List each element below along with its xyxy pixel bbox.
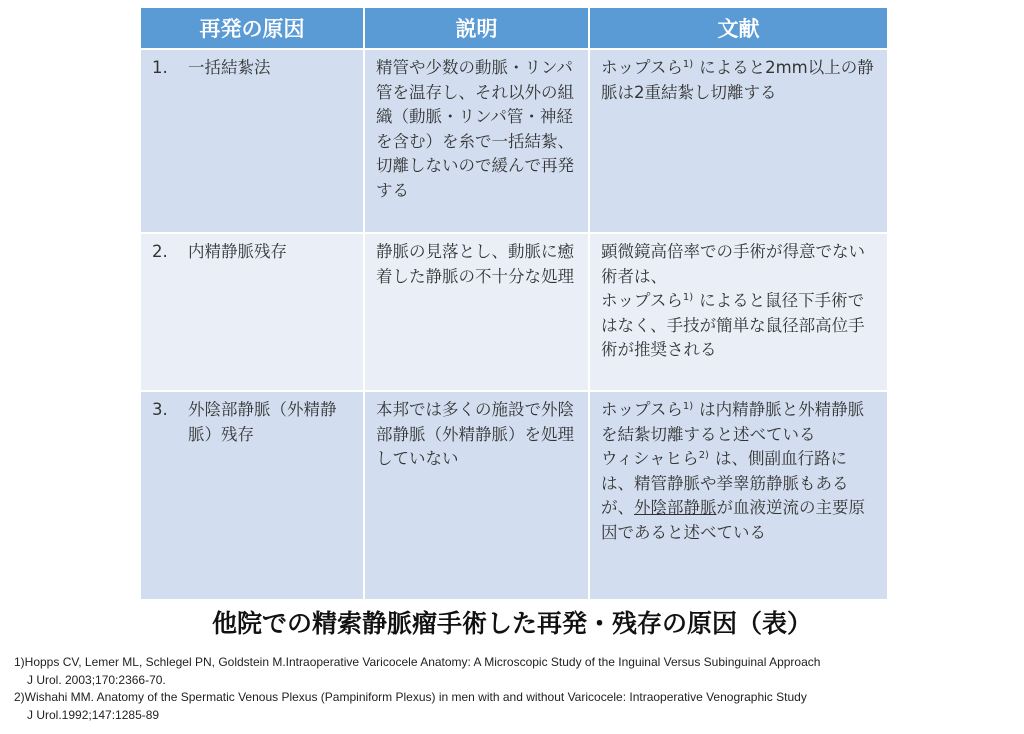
cause-text: 一括結紮法 bbox=[188, 58, 271, 77]
header-cause: 再発の原因 bbox=[141, 8, 364, 49]
row-number: 1. bbox=[152, 58, 168, 77]
literature-text: によると鼠径下手術ではなく、手技が簡単な鼠径部高位手術が推奨される bbox=[601, 291, 865, 359]
reference-item bbox=[14, 689, 1014, 724]
literature-text: が血液逆流の主要原因であると述べている bbox=[601, 498, 865, 542]
author-name: ホップスら bbox=[601, 58, 683, 77]
ref-marker: 2) bbox=[698, 450, 709, 461]
literature-text: は、側副血行路には、精管静脈や挙睾筋静脈もあるが、 bbox=[601, 449, 849, 517]
row-number: 2. bbox=[152, 242, 168, 261]
recurrence-causes-table bbox=[141, 8, 887, 599]
reference-line: 2)Wishahi MM. Anatomy of the Spermatic Venous Plexus (Pampiniform Plexus) in men with and without Varicocele: Intraoperative Venographic Study bbox=[14, 690, 807, 704]
references bbox=[14, 654, 1014, 724]
reference-journal: J Urol. 2003;170:2366-70. bbox=[27, 672, 166, 687]
reference-item bbox=[14, 654, 1014, 689]
underlined-term: 外陰部静脈 bbox=[634, 498, 717, 517]
ref-marker: 1) bbox=[682, 401, 694, 412]
author-name: ウィシャヒら bbox=[601, 449, 699, 468]
cause-cell bbox=[141, 49, 364, 233]
header-literature: 文献 bbox=[589, 8, 887, 49]
literature-text: によると2mm以上の静脈は2重結紮し切離する bbox=[601, 58, 874, 102]
cause-cell bbox=[141, 391, 364, 599]
cause-text: 内精静脈残存 bbox=[188, 242, 287, 261]
ref-marker: 1) bbox=[682, 292, 694, 303]
literature-cell bbox=[589, 49, 887, 233]
table-caption: 他院での精索静脈瘤手術した再発・残存の原因（表） bbox=[211, 609, 812, 638]
ref-marker: 1) bbox=[682, 59, 694, 70]
explanation-cell: 精管や少数の動脈・リンパ管を温存し、それ以外の組織（動脈・リンパ管・神経を含む）を糸で一括結紮、切離しないので緩んで再発する bbox=[364, 49, 589, 233]
row-number: 3. bbox=[152, 400, 168, 419]
explanation-cell: 静脈の見落とし、動脈に癒着した静脈の不十分な処理 bbox=[364, 233, 589, 391]
literature-cell bbox=[589, 233, 887, 391]
cause-text: 外陰部静脈（外精静脈）残存 bbox=[188, 400, 337, 444]
author-name: ホップスら bbox=[601, 291, 683, 310]
author-name: ホップスら bbox=[601, 400, 683, 419]
literature-text: 顕微鏡高倍率での手術が得意でない術者は、 bbox=[601, 242, 865, 286]
table-header-row bbox=[141, 8, 887, 49]
header-explanation: 説明 bbox=[364, 8, 589, 49]
reference-journal: J Urol.1992;147:1285-89 bbox=[27, 707, 160, 722]
table-row bbox=[141, 391, 887, 599]
explanation-cell: 本邦では多くの施設で外陰部静脈（外精静脈）を処理していない bbox=[364, 391, 589, 599]
reference-line: 1)Hopps CV, Lemer ML, Schlegel PN, Goldstein M.Intraoperative Varicocele Anatomy: A Microscopic Study of the Inguinal Versus Subinguinal Approach bbox=[14, 655, 821, 669]
table-row bbox=[141, 49, 887, 233]
cause-cell bbox=[141, 233, 364, 391]
literature-text: は内精静脈と外精静脈を結紮切離すると述べている bbox=[601, 400, 865, 444]
table-row bbox=[141, 233, 887, 391]
literature-cell bbox=[589, 391, 887, 599]
